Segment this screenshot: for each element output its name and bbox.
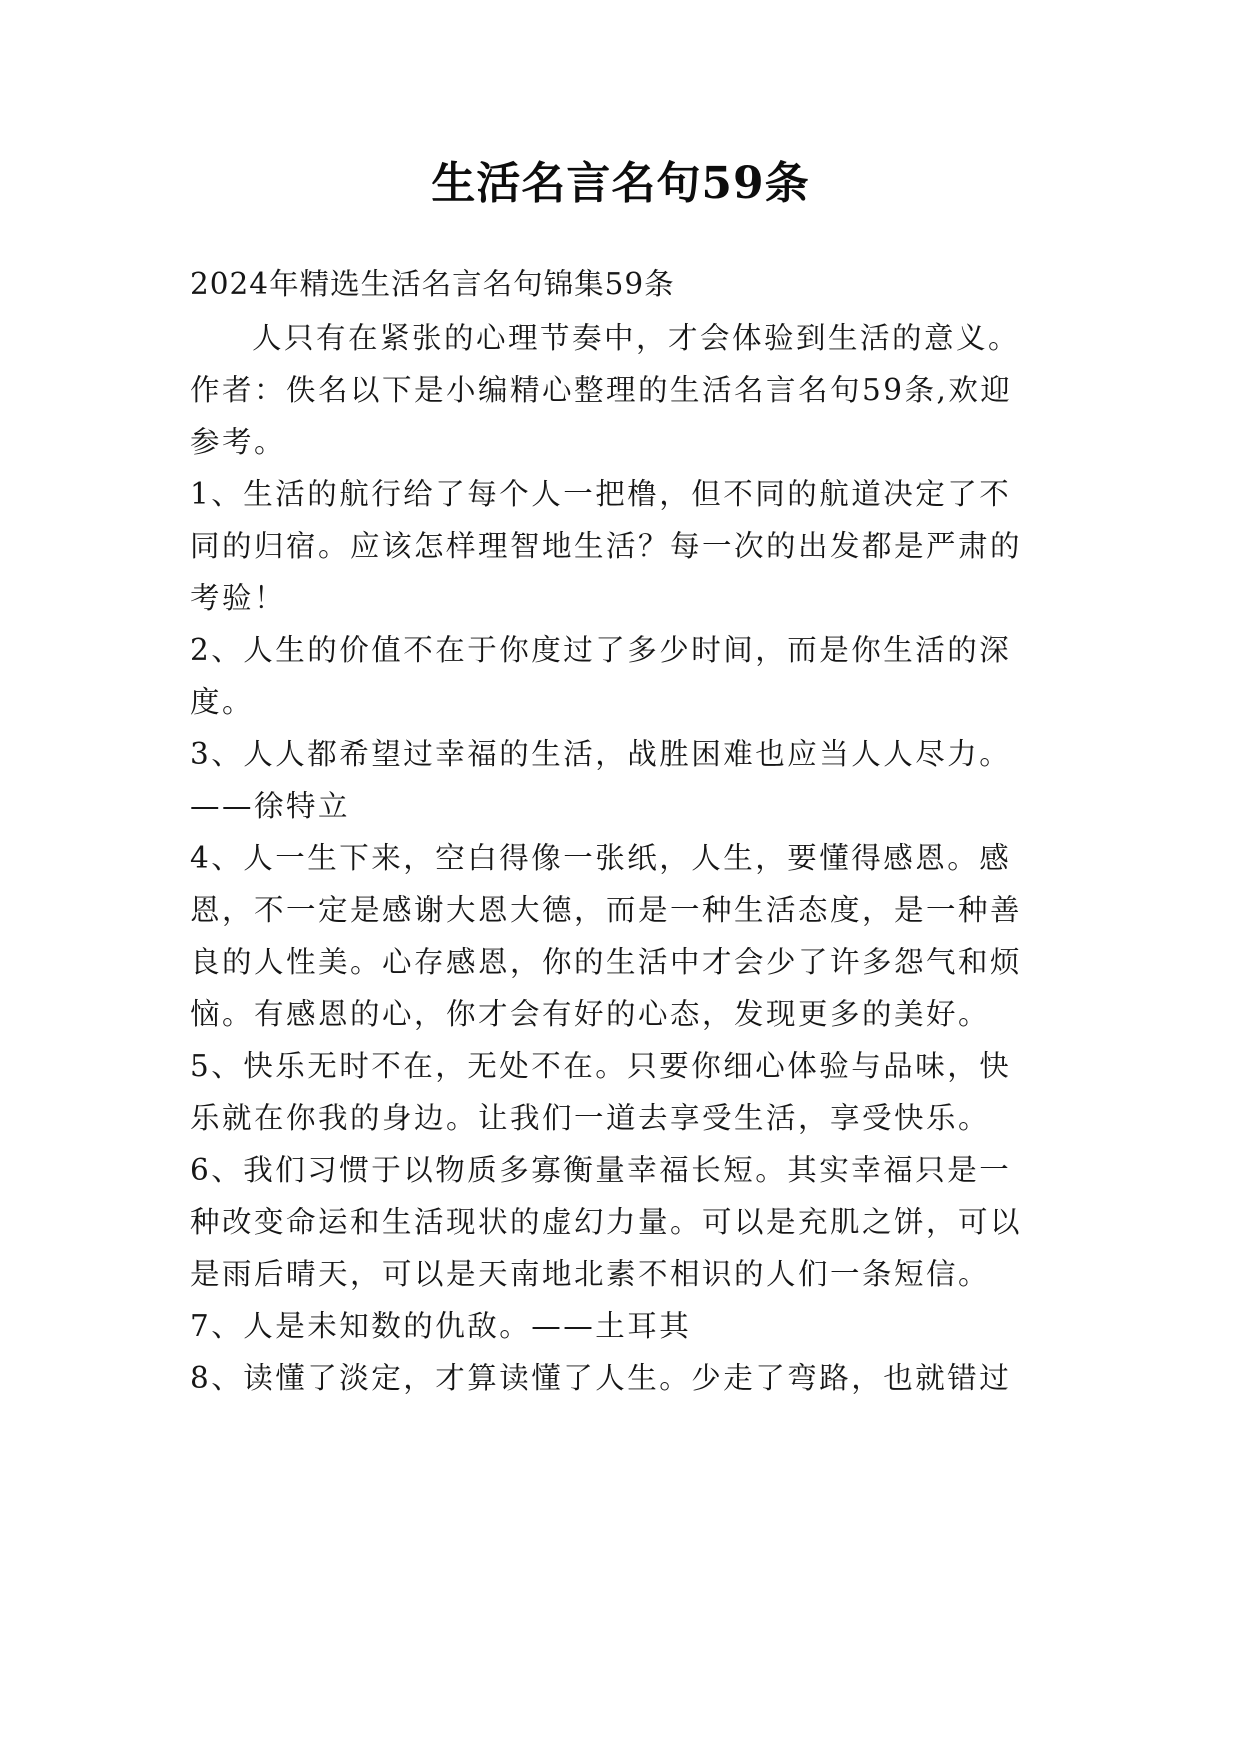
quote-line: 8、读懂了淡定，才算读懂了人生。少走了弯路，也就错过 [190,1361,1012,1395]
paragraph-line: 人只有在紧张的心理节奏中，才会体验到生活的意义。 [252,321,1021,355]
quote-line: 4、人一生下来，空白得像一张纸，人生，要懂得感恩。感 [190,841,1012,875]
quote-line: 度。 [190,685,255,719]
page-title: 生活名言名句59条 [431,158,810,209]
quote-line: 同的归宿。应该怎样理智地生活？每一次的出发都是严肃的 [190,529,1023,563]
quote-line: 良的人性美。心存感恩，你的生活中才会少了许多怨气和烦 [190,945,1023,979]
paragraph-line: 作者：佚名以下是小编精心整理的生活名言名句59条,欢迎 [190,373,1013,407]
quote-line: ——徐特立 [190,789,351,823]
quote-line: 1、生活的航行给了每个人一把橹，但不同的航道决定了不 [190,477,1012,511]
quote-line: 考验！ [190,581,287,615]
quote-line: 是雨后晴天，可以是天南地北素不相识的人们一条短信。 [190,1257,991,1291]
quote-line: 恼。有感恩的心，你才会有好的心态，发现更多的美好。 [190,997,991,1031]
quote-line: 种改变命运和生活现状的虚幻力量。可以是充肌之饼，可以 [190,1205,1023,1239]
quote-line: 6、我们习惯于以物质多寡衡量幸福长短。其实幸福只是一 [190,1153,1012,1187]
quote-line: 2、人生的价值不在于你度过了多少时间，而是你生活的深 [190,633,1012,667]
document-subtitle: 2024年精选生活名言名句锦集59条 [190,267,675,301]
quote-line: 乐就在你我的身边。让我们一道去享受生活，享受快乐。 [190,1101,991,1135]
paragraph-line: 参考。 [190,425,287,459]
quote-line: 3、人人都希望过幸福的生活，战胜困难也应当人人尽力。 [190,737,1012,771]
quote-line: 5、快乐无时不在，无处不在。只要你细心体验与品味，快 [190,1049,1012,1083]
quote-line: 恩，不一定是感谢大恩大德，而是一种生活态度，是一种善 [190,893,1023,927]
quote-line: 7、人是未知数的仇敌。——土耳其 [190,1309,692,1343]
